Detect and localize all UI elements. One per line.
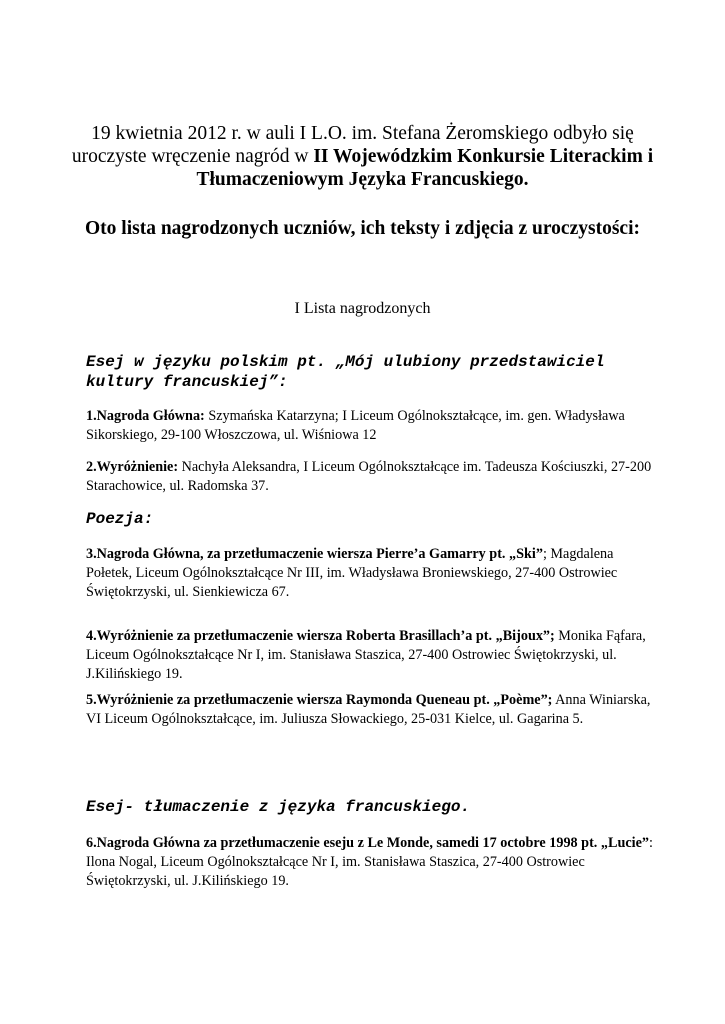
intro-contest-name: II Wojewódzkim Konkursie Literackim i Tłumaczeniowym Języka Francuskiego. — [196, 146, 654, 190]
award-entry-6 — [86, 834, 661, 891]
award-details: Szymańska Katarzyna; I Liceum Ogólnokształcące, im. gen. Władysława Sikorskiego, 29-100 Włoszczowa, ul. Wiśniowa 12 — [86, 408, 625, 443]
award-label: 3.Nagroda Główna, za przetłumaczenie wiersza Pierre’a Gamarry pt. „Ski” — [86, 546, 543, 562]
award-label: 1.Nagroda Główna: — [86, 408, 205, 424]
award-label: 2.Wyróżnienie: — [86, 459, 179, 475]
award-details: Nachyła Aleksandra, I Liceum Ogólnokształcące im. Tadeusza Kościuszki, 27-200 Starachowice, ul. Radomska 37. — [86, 459, 652, 494]
list-title: I Lista nagrodzonych — [294, 300, 431, 317]
section-heading-essay-translation: Esej- tłumaczenie z języka francuskiego. — [86, 798, 471, 816]
section-heading-essay-polish: Esej w języku polskim pt. „Mój ulubiony przedstawiciel kultury francuskiej”: — [86, 353, 605, 391]
award-entry-3 — [86, 545, 661, 602]
award-entry-1 — [86, 407, 661, 445]
section-heading-poetry: Poezja: — [86, 510, 154, 528]
intro-paragraph — [70, 122, 655, 191]
award-entry-4 — [86, 627, 661, 684]
award-label: 6.Nagroda Główna za przetłumaczenie eseju z Le Monde, samedi 17 octobre 1998 pt. „Lucie” — [86, 835, 649, 851]
award-details: ; Magdalena Połetek, Liceum Ogólnokształcące Nr III, im. Władysława Broniewskiego, 27-400 Ostrowiec Świętokrzyski, ul. Sienkiewicza 67. — [86, 546, 618, 600]
award-entry-2 — [86, 458, 661, 496]
award-label: 4.Wyróżnienie za przetłumaczenie wiersza Roberta Brasillach’a pt. „Bijoux”; — [86, 628, 555, 644]
award-entry-5 — [86, 691, 661, 729]
lead-heading: Oto lista nagrodzonych uczniów, ich teksty i zdjęcia z uroczystości: — [85, 218, 640, 239]
award-details: Anna Winiarska, VI Liceum Ogólnokształcące, im. Juliusza Słowackiego, 25-031 Kielce, ul. Gagarina 5. — [86, 692, 651, 727]
award-details: : Ilona Nogal, Liceum Ogólnokształcące Nr I, im. Stanisława Staszica, 27-400 Ostrowiec Świętokrzyski, ul. J.Kilińskiego 19. — [86, 835, 653, 889]
intro-text: 19 kwietnia 2012 r. w auli I L.O. im. Stefana Żeromskiego odbyło się uroczyste wręczenie nagród w — [71, 123, 634, 167]
award-label: 5.Wyróżnienie za przetłumaczenie wiersza Raymonda Queneau pt. „Poème”; — [86, 692, 553, 708]
award-details: Monika Fąfara, Liceum Ogólnokształcące Nr I, im. Stanisława Staszica, 27-400 Ostrowiec Świętokrzyski, ul. J.Kilińskiego 19. — [86, 628, 646, 682]
